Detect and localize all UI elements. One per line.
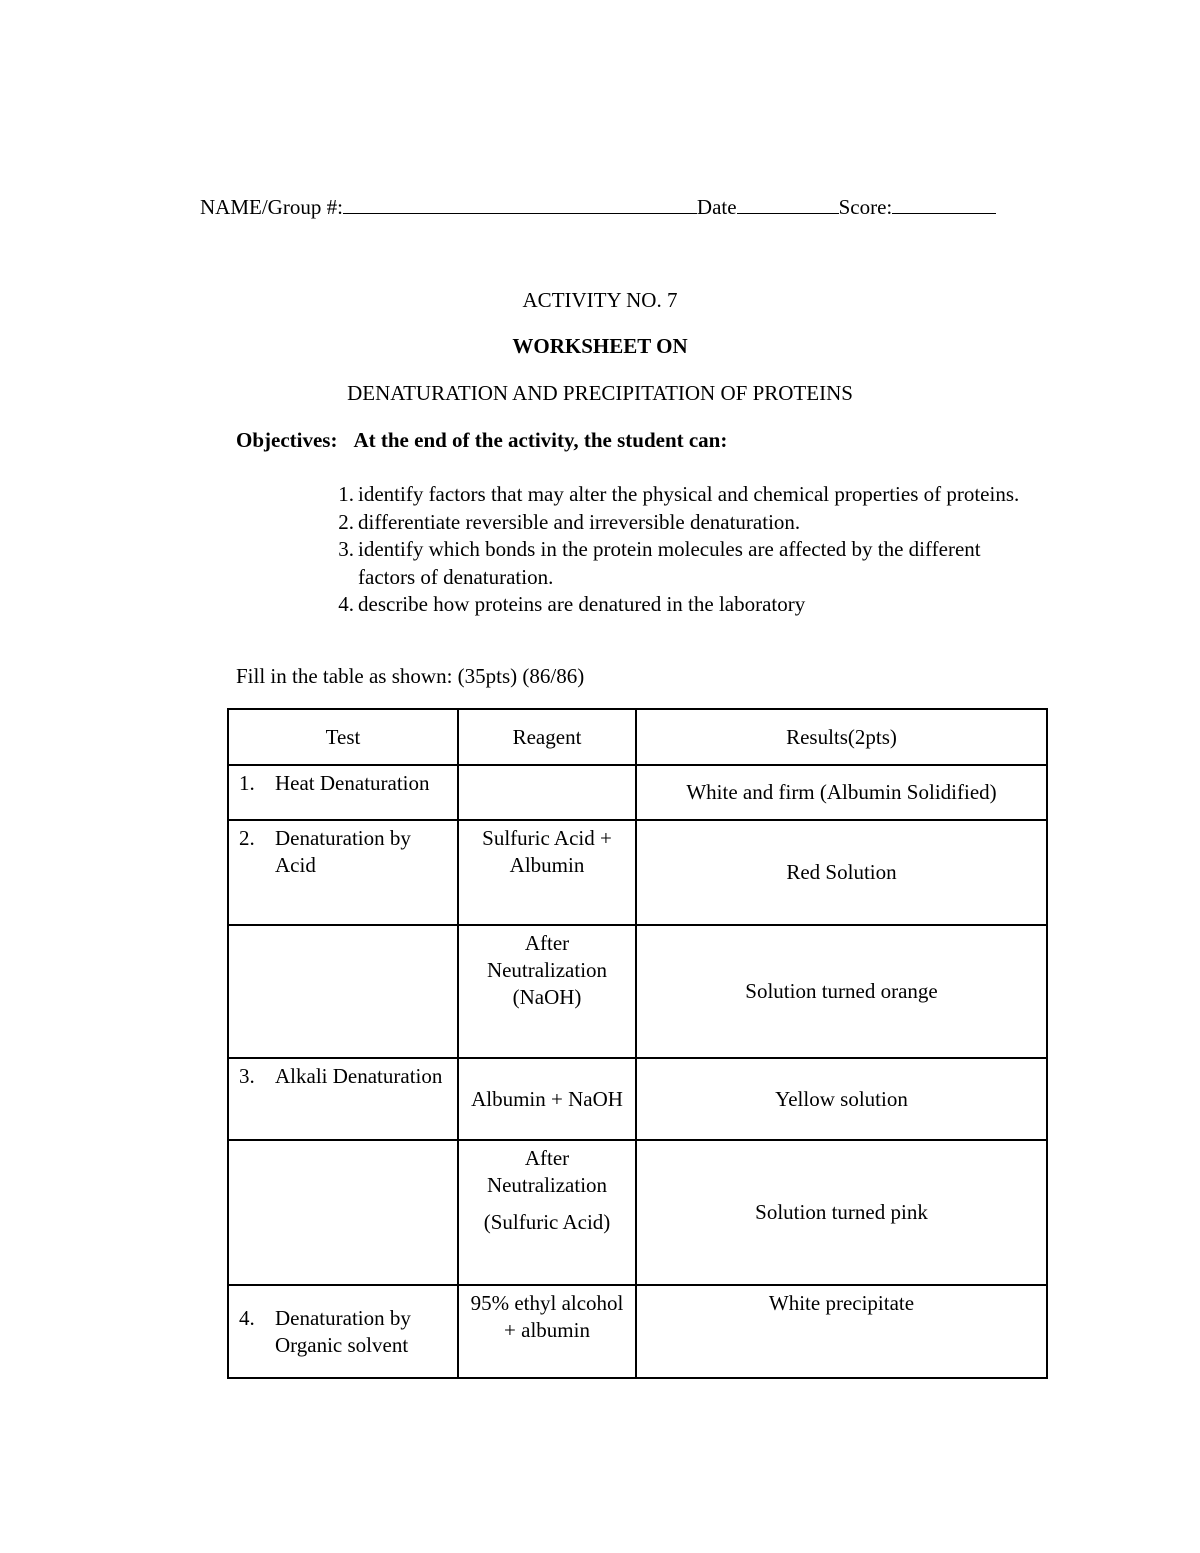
date-field[interactable] (737, 195, 839, 214)
name-field[interactable] (343, 195, 697, 214)
objective-number: 2. (338, 509, 354, 534)
test-number: 2. (239, 826, 255, 850)
result-cell[interactable]: Solution turned pink (636, 1140, 1047, 1285)
test-name: Heat Denaturation (275, 771, 430, 795)
objectives-heading (236, 428, 727, 453)
objective-number: 3. (338, 537, 354, 561)
test-cell (228, 820, 458, 925)
header-results: Results(2pts) (636, 709, 1047, 765)
header-test: Test (228, 709, 458, 765)
objective-item (322, 591, 1042, 619)
result-cell[interactable]: Solution turned orange (636, 925, 1047, 1058)
test-number: 4. (239, 1305, 255, 1330)
reagent-line: (Sulfuric Acid) (483, 1210, 611, 1234)
reagent-cell[interactable]: Albumin + NaOH (458, 1058, 636, 1140)
results-table (227, 708, 1048, 1379)
test-name: Denaturation by Acid (275, 826, 411, 877)
test-cell (228, 1058, 458, 1140)
table-row (228, 765, 1047, 820)
objective-item (322, 536, 1042, 591)
objective-item (322, 509, 1042, 537)
date-label: Date (696, 195, 737, 219)
reagent-cell[interactable] (458, 1140, 636, 1285)
instructions: Fill in the table as shown: (35pts) (86/86) (236, 664, 585, 688)
table-header-row (228, 709, 1047, 765)
result-cell[interactable]: Yellow solution (636, 1058, 1047, 1140)
table-row (228, 1285, 1047, 1378)
objective-text: differentiate reversible and irreversible denaturation. (358, 509, 801, 534)
subject-title: DENATURATION AND PRECIPITATION OF PROTEINS (347, 381, 853, 405)
worksheet-title: WORKSHEET ON (512, 334, 688, 358)
reagent-cell[interactable] (458, 765, 636, 820)
table-row (228, 1140, 1047, 1285)
test-name: Alkali Denaturation (275, 1064, 443, 1088)
objective-text: identify factors that may alter the physical and chemical properties of proteins. (358, 482, 1020, 506)
objective-number: 4. (338, 592, 354, 616)
result-cell[interactable]: White precipitate (636, 1285, 1047, 1378)
test-name: Denaturation by Organic solvent (275, 1305, 411, 1357)
result-cell[interactable]: Red Solution (636, 820, 1047, 925)
score-label: Score: (838, 195, 893, 219)
test-cell (228, 765, 458, 820)
test-number: 3. (239, 1064, 255, 1088)
activity-title: ACTIVITY NO. 7 (522, 288, 678, 312)
test-cell (228, 1285, 458, 1378)
objective-number: 1. (338, 482, 354, 506)
header-reagent: Reagent (458, 709, 636, 765)
reagent-cell[interactable]: 95% ethyl alcohol + albumin (458, 1285, 636, 1378)
test-cell (228, 925, 458, 1058)
result-cell[interactable]: White and firm (Albumin Solidified) (636, 765, 1047, 820)
objective-text: describe how proteins are denatured in the laboratory (358, 592, 806, 616)
name-label: NAME/Group #: (200, 195, 343, 219)
header-line (200, 195, 996, 220)
objectives-intro: At the end of the activity, the student can: (353, 428, 728, 452)
table-row (228, 1058, 1047, 1140)
reagent-cell[interactable]: After Neutralization (NaOH) (458, 925, 636, 1058)
score-field[interactable] (892, 195, 996, 214)
reagent-cell[interactable]: Sulfuric Acid + Albumin (458, 820, 636, 925)
objective-text: identify which bonds in the protein molecules are affected by the different factors of denaturation. (358, 537, 981, 589)
objective-item (322, 481, 1042, 509)
test-cell (228, 1140, 458, 1285)
objectives-list (322, 481, 1042, 619)
reagent-line: After Neutralization (486, 1146, 608, 1197)
table-row (228, 925, 1047, 1058)
test-number: 1. (239, 771, 255, 795)
table-row (228, 820, 1047, 925)
objectives-label: Objectives: (236, 428, 338, 452)
